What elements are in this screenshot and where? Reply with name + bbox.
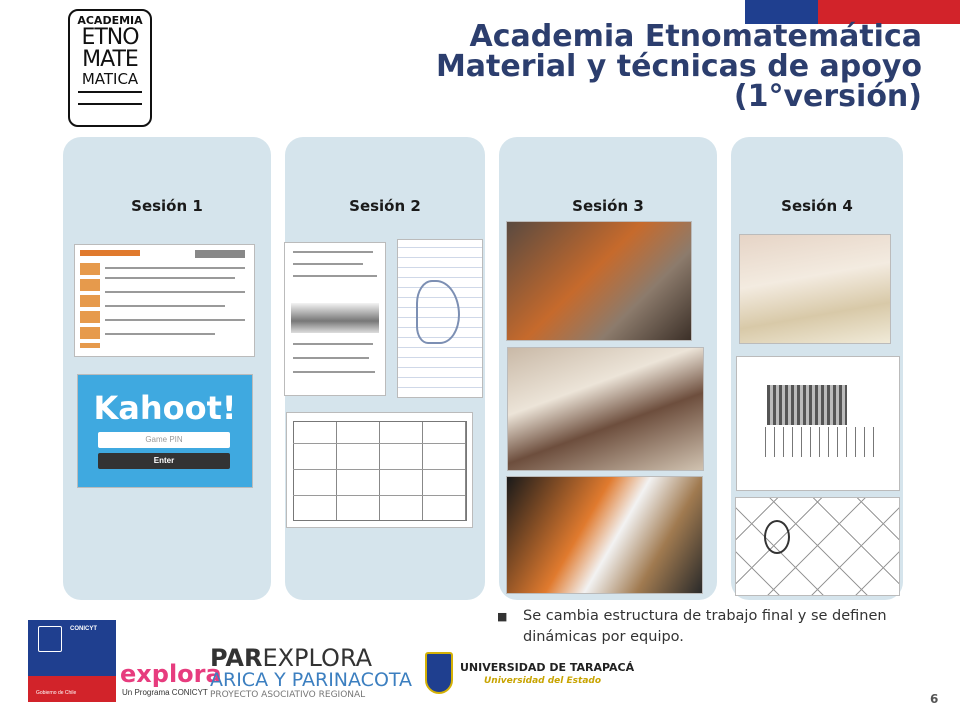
kahoot-screenshot xyxy=(78,375,252,487)
session-1-worksheet-image xyxy=(75,245,254,356)
game-pin-field: Game PIN xyxy=(98,432,230,448)
parexplora-region: ARICA Y PARINACOTA xyxy=(210,669,413,691)
session-2-worksheet-image xyxy=(285,243,385,395)
session-3-presentation-photo xyxy=(508,348,703,470)
logo-line-4: MATICA xyxy=(81,70,139,88)
explora-logo: explora xyxy=(120,660,222,688)
session-2-label: Sesión 2 xyxy=(349,197,421,215)
conicyt-gov-label: Gobierno de Chile xyxy=(36,690,77,696)
session-4-weaving-drawing xyxy=(737,357,899,490)
academia-logo xyxy=(68,9,152,127)
session-1-label: Sesión 1 xyxy=(131,197,203,215)
session-3-group-photo xyxy=(507,222,691,340)
uta-shield-icon xyxy=(425,652,453,694)
logo-ornament xyxy=(78,91,142,105)
explora-subtitle: Un Programa CONICYT xyxy=(122,688,208,697)
uta-subtitle: Universidad del Estado xyxy=(484,676,602,686)
session-4-landscape-drawing xyxy=(740,235,890,343)
par-rest: EXPLORA xyxy=(262,644,373,672)
session-4-pattern-drawing xyxy=(736,498,899,595)
enter-button: Enter xyxy=(98,453,230,469)
session-3-workshop-photo xyxy=(507,477,702,593)
bullet-marker: ■ xyxy=(497,610,508,623)
parexplora-project: PROYECTO ASOCIATIVO REGIONAL xyxy=(210,690,366,700)
title-line-3: (1°versión) xyxy=(733,79,922,114)
parexplora-logo xyxy=(210,646,372,670)
session-2-table-image xyxy=(287,413,472,527)
page-number: 6 xyxy=(930,692,939,706)
logo-line-1: ACADEMIA xyxy=(77,14,143,27)
session-2-grid-drawing xyxy=(398,240,482,397)
title-line-2: Material y técnicas de apoyo xyxy=(435,49,922,84)
bullet-text: Se cambia estructura de trabajo final y se definen dinámicas por equipo. xyxy=(523,608,887,645)
bullet-note xyxy=(497,606,957,648)
logo-line-3: MATE xyxy=(82,47,138,72)
title-line-1: Academia Etnomatemática xyxy=(469,19,922,54)
session-3-label: Sesión 3 xyxy=(572,197,644,215)
kahoot-logo: Kahoot! xyxy=(93,389,237,427)
par-bold: PAR xyxy=(210,644,263,672)
logo-line-2: ETNO xyxy=(81,25,139,50)
session-4-label: Sesión 4 xyxy=(781,197,853,215)
conicyt-logo xyxy=(28,620,116,702)
chile-shield-icon xyxy=(38,626,62,652)
conicyt-name: CONICYT xyxy=(70,626,97,632)
uta-name: UNIVERSIDAD DE TARAPACÁ xyxy=(460,661,635,674)
page-title xyxy=(435,19,922,114)
